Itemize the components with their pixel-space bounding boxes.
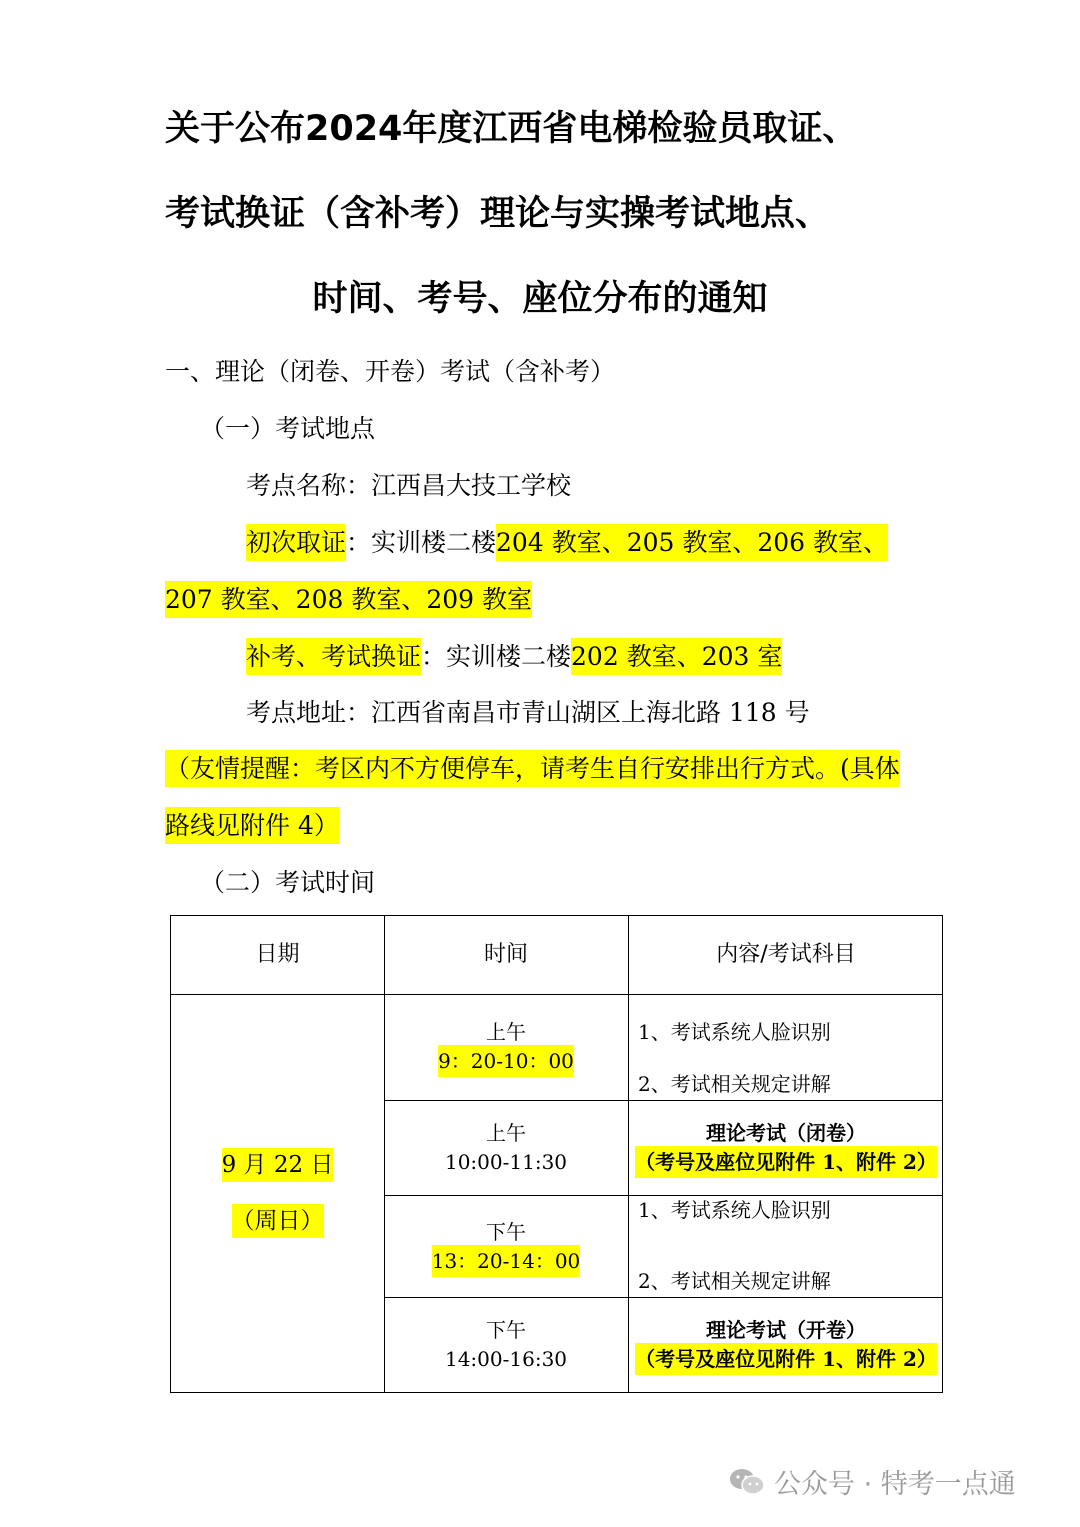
document-title-line-1: 关于公布2024年度江西省电梯检验员取证、 xyxy=(165,109,858,149)
exam-weekday: （周日） xyxy=(232,1204,324,1238)
row1-content-2: 2、考试相关规定讲解 xyxy=(638,1072,831,1096)
row2-period: 上午 xyxy=(486,1121,526,1145)
row3-time: 13：20-14：00 xyxy=(432,1245,581,1277)
renewal-building: ：实训楼二楼 xyxy=(421,642,572,671)
subsection-exam-location: （一）考试地点 xyxy=(200,414,376,443)
exam-date: 9 月 22 日 xyxy=(222,1148,334,1182)
header-date: 日期 xyxy=(255,942,300,967)
venue-address: 考点地址：江西省南昌市青山湖区上海北路 118 号 xyxy=(246,698,810,727)
venue-name: 考点名称：江西昌大技工学校 xyxy=(246,471,572,500)
reminder-line-1: （友情提醒：考区内不方便停车，请考生自行安排出行方式。(具体 xyxy=(165,750,900,787)
row3-period: 下午 xyxy=(486,1220,526,1244)
row1-time: 9：20-10：00 xyxy=(438,1045,574,1077)
initial-certification-line xyxy=(246,526,888,560)
reminder-line-2: 路线见附件 4） xyxy=(165,807,339,844)
subsection-exam-time: （二）考试时间 xyxy=(200,868,376,897)
row2-note: （考号及座位见附件 1、附件 2） xyxy=(635,1146,937,1178)
initial-rooms-part-2: 207 教室、208 教室、209 教室 xyxy=(165,581,532,618)
renewal-label: 补考、考试换证 xyxy=(246,638,421,675)
section-heading-theory: 一、理论（闭卷、开卷）考试（含补考） xyxy=(165,357,616,386)
row4-time: 14:00-16:30 xyxy=(444,1347,568,1371)
document-title-line-3: 时间、考号、座位分布的通知 xyxy=(312,279,768,319)
row3-content-2: 2、考试相关规定讲解 xyxy=(638,1269,831,1293)
document-title-line-2: 考试换证（含补考）理论与实操考试地点、 xyxy=(165,194,831,234)
initial-certification-label: 初次取证 xyxy=(246,524,346,561)
row1-content-1: 1、考试系统人脸识别 xyxy=(638,1020,831,1044)
row1-period: 上午 xyxy=(486,1020,526,1044)
wechat-icon xyxy=(728,1466,766,1498)
row2-exam: 理论考试（闭卷） xyxy=(706,1121,866,1145)
watermark-text: 公众号 · 特考一点通 xyxy=(774,1469,1016,1500)
exam-schedule-table xyxy=(170,915,943,1393)
row4-note: （考号及座位见附件 1、附件 2） xyxy=(635,1343,937,1375)
renewal-line xyxy=(246,640,782,674)
row4-exam: 理论考试（开卷） xyxy=(706,1318,866,1342)
renewal-rooms: 202 教室、203 室 xyxy=(571,638,782,675)
initial-building: ：实训楼二楼 xyxy=(346,528,497,557)
row3-content-1: 1、考试系统人脸识别 xyxy=(638,1198,831,1222)
initial-rooms-part-1: 204 教室、205 教室、206 教室、 xyxy=(496,524,888,561)
header-time: 时间 xyxy=(483,942,528,967)
watermark xyxy=(728,1462,1016,1501)
row4-period: 下午 xyxy=(486,1318,526,1342)
row2-time: 10:00-11:30 xyxy=(444,1150,568,1174)
header-content: 内容/考试科目 xyxy=(716,942,856,967)
